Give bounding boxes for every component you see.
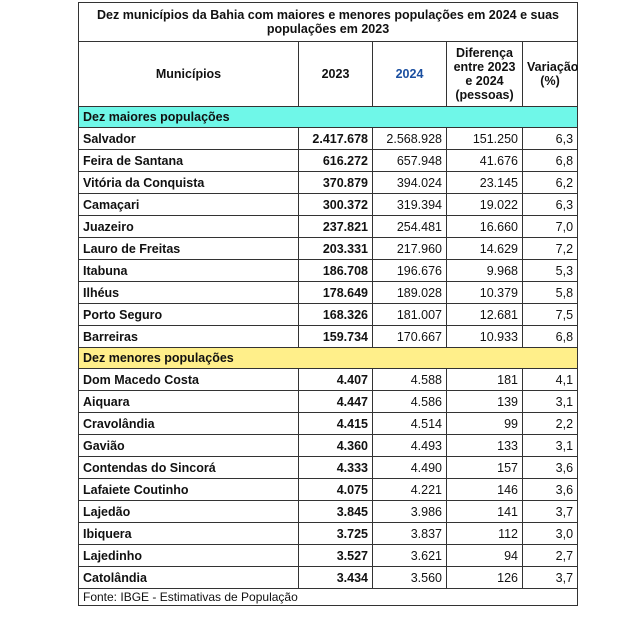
pop-2024-cell: 319.394	[373, 194, 447, 216]
variacao-cell: 3,6	[523, 457, 578, 479]
municipio-cell: Juazeiro	[79, 216, 299, 238]
table-title: Dez municípios da Bahia com maiores e menores populações em 2024 e suas populações em 2023	[79, 3, 578, 42]
col-header-diferenca: Diferença entre 2023 e 2024 (pessoas)	[447, 42, 523, 107]
variacao-cell: 3,1	[523, 435, 578, 457]
diferenca-cell: 157	[447, 457, 523, 479]
municipio-cell: Porto Seguro	[79, 304, 299, 326]
section-label: Dez menores populações	[79, 348, 578, 369]
variacao-cell: 7,2	[523, 238, 578, 260]
pop-2023-cell: 4.075	[299, 479, 373, 501]
pop-2024-cell: 394.024	[373, 172, 447, 194]
pop-2023-cell: 370.879	[299, 172, 373, 194]
pop-2023-cell: 2.417.678	[299, 128, 373, 150]
pop-2023-cell: 237.821	[299, 216, 373, 238]
municipio-cell: Feira de Santana	[79, 150, 299, 172]
variacao-cell: 3,1	[523, 391, 578, 413]
table-row	[79, 216, 578, 238]
municipio-cell: Aiquara	[79, 391, 299, 413]
municipio-cell: Salvador	[79, 128, 299, 150]
pop-2023-cell: 4.360	[299, 435, 373, 457]
variacao-cell: 4,1	[523, 369, 578, 391]
table-row	[79, 326, 578, 348]
pop-2023-cell: 4.407	[299, 369, 373, 391]
variacao-cell: 2,7	[523, 545, 578, 567]
table-row	[79, 150, 578, 172]
table-row	[79, 501, 578, 523]
section-header-maiores	[79, 107, 578, 128]
pop-2024-cell: 3.560	[373, 567, 447, 589]
table-row	[79, 260, 578, 282]
municipio-cell: Ilhéus	[79, 282, 299, 304]
municipio-cell: Dom Macedo Costa	[79, 369, 299, 391]
diferenca-cell: 41.676	[447, 150, 523, 172]
variacao-cell: 3,0	[523, 523, 578, 545]
pop-2023-cell: 3.434	[299, 567, 373, 589]
table-row	[79, 172, 578, 194]
diferenca-cell: 14.629	[447, 238, 523, 260]
pop-2023-cell: 159.734	[299, 326, 373, 348]
variacao-cell: 6,3	[523, 128, 578, 150]
source-row	[79, 589, 578, 606]
pop-2024-cell: 2.568.928	[373, 128, 447, 150]
table-row	[79, 238, 578, 260]
municipio-cell: Catolândia	[79, 567, 299, 589]
pop-2024-cell: 189.028	[373, 282, 447, 304]
table-row	[79, 479, 578, 501]
pop-2023-cell: 3.527	[299, 545, 373, 567]
diferenca-cell: 133	[447, 435, 523, 457]
pop-2024-cell: 181.007	[373, 304, 447, 326]
diferenca-cell: 126	[447, 567, 523, 589]
diferenca-cell: 112	[447, 523, 523, 545]
municipio-cell: Itabuna	[79, 260, 299, 282]
table-row	[79, 523, 578, 545]
col-header-municipios: Municípios	[79, 42, 299, 107]
diferenca-cell: 146	[447, 479, 523, 501]
pop-2023-cell: 178.649	[299, 282, 373, 304]
variacao-cell: 7,0	[523, 216, 578, 238]
diferenca-cell: 12.681	[447, 304, 523, 326]
municipio-cell: Lafaiete Coutinho	[79, 479, 299, 501]
variacao-cell: 2,2	[523, 413, 578, 435]
municipio-cell: Cravolândia	[79, 413, 299, 435]
pop-2024-cell: 3.986	[373, 501, 447, 523]
diferenca-cell: 139	[447, 391, 523, 413]
pop-2024-cell: 254.481	[373, 216, 447, 238]
variacao-cell: 3,7	[523, 501, 578, 523]
pop-2024-cell: 4.221	[373, 479, 447, 501]
pop-2023-cell: 4.415	[299, 413, 373, 435]
pop-2023-cell: 4.447	[299, 391, 373, 413]
diferenca-cell: 94	[447, 545, 523, 567]
table-row	[79, 369, 578, 391]
pop-2024-cell: 4.490	[373, 457, 447, 479]
municipio-cell: Lauro de Freitas	[79, 238, 299, 260]
variacao-cell: 3,6	[523, 479, 578, 501]
table-row	[79, 545, 578, 567]
section-header-menores	[79, 348, 578, 369]
diferenca-cell: 19.022	[447, 194, 523, 216]
diferenca-cell: 181	[447, 369, 523, 391]
municipio-cell: Camaçari	[79, 194, 299, 216]
pop-2024-cell: 4.588	[373, 369, 447, 391]
diferenca-cell: 99	[447, 413, 523, 435]
col-header-2023: 2023	[299, 42, 373, 107]
pop-2024-cell: 3.837	[373, 523, 447, 545]
header-row	[79, 42, 578, 107]
pop-2024-cell: 4.586	[373, 391, 447, 413]
variacao-cell: 5,3	[523, 260, 578, 282]
diferenca-cell: 10.933	[447, 326, 523, 348]
pop-2023-cell: 186.708	[299, 260, 373, 282]
pop-2023-cell: 203.331	[299, 238, 373, 260]
table-row	[79, 457, 578, 479]
pop-2024-cell: 196.676	[373, 260, 447, 282]
pop-2023-cell: 4.333	[299, 457, 373, 479]
diferenca-cell: 9.968	[447, 260, 523, 282]
pop-2023-cell: 3.725	[299, 523, 373, 545]
population-table-container	[78, 2, 577, 606]
variacao-cell: 6,3	[523, 194, 578, 216]
municipio-cell: Lajedão	[79, 501, 299, 523]
variacao-cell: 6,8	[523, 326, 578, 348]
table-row	[79, 413, 578, 435]
diferenca-cell: 10.379	[447, 282, 523, 304]
source-note: Fonte: IBGE - Estimativas de População	[79, 589, 578, 606]
variacao-cell: 3,7	[523, 567, 578, 589]
population-table	[78, 2, 578, 606]
table-row	[79, 304, 578, 326]
municipio-cell: Gavião	[79, 435, 299, 457]
table-row	[79, 282, 578, 304]
diferenca-cell: 151.250	[447, 128, 523, 150]
municipio-cell: Barreiras	[79, 326, 299, 348]
municipio-cell: Vitória da Conquista	[79, 172, 299, 194]
municipio-cell: Lajedinho	[79, 545, 299, 567]
pop-2024-cell: 4.514	[373, 413, 447, 435]
pop-2024-cell: 3.621	[373, 545, 447, 567]
municipio-cell: Ibiquera	[79, 523, 299, 545]
diferenca-cell: 141	[447, 501, 523, 523]
pop-2024-cell: 4.493	[373, 435, 447, 457]
diferenca-cell: 16.660	[447, 216, 523, 238]
table-row	[79, 194, 578, 216]
pop-2024-cell: 217.960	[373, 238, 447, 260]
diferenca-cell: 23.145	[447, 172, 523, 194]
pop-2023-cell: 300.372	[299, 194, 373, 216]
col-header-variacao: Variação (%)	[523, 42, 578, 107]
pop-2024-cell: 170.667	[373, 326, 447, 348]
pop-2023-cell: 616.272	[299, 150, 373, 172]
section-label: Dez maiores populações	[79, 107, 578, 128]
variacao-cell: 5,8	[523, 282, 578, 304]
table-row	[79, 391, 578, 413]
municipio-cell: Contendas do Sincorá	[79, 457, 299, 479]
pop-2023-cell: 3.845	[299, 501, 373, 523]
table-row	[79, 128, 578, 150]
pop-2024-cell: 657.948	[373, 150, 447, 172]
table-row	[79, 567, 578, 589]
pop-2023-cell: 168.326	[299, 304, 373, 326]
table-row	[79, 435, 578, 457]
variacao-cell: 7,5	[523, 304, 578, 326]
variacao-cell: 6,2	[523, 172, 578, 194]
variacao-cell: 6,8	[523, 150, 578, 172]
col-header-2024: 2024	[373, 42, 447, 107]
